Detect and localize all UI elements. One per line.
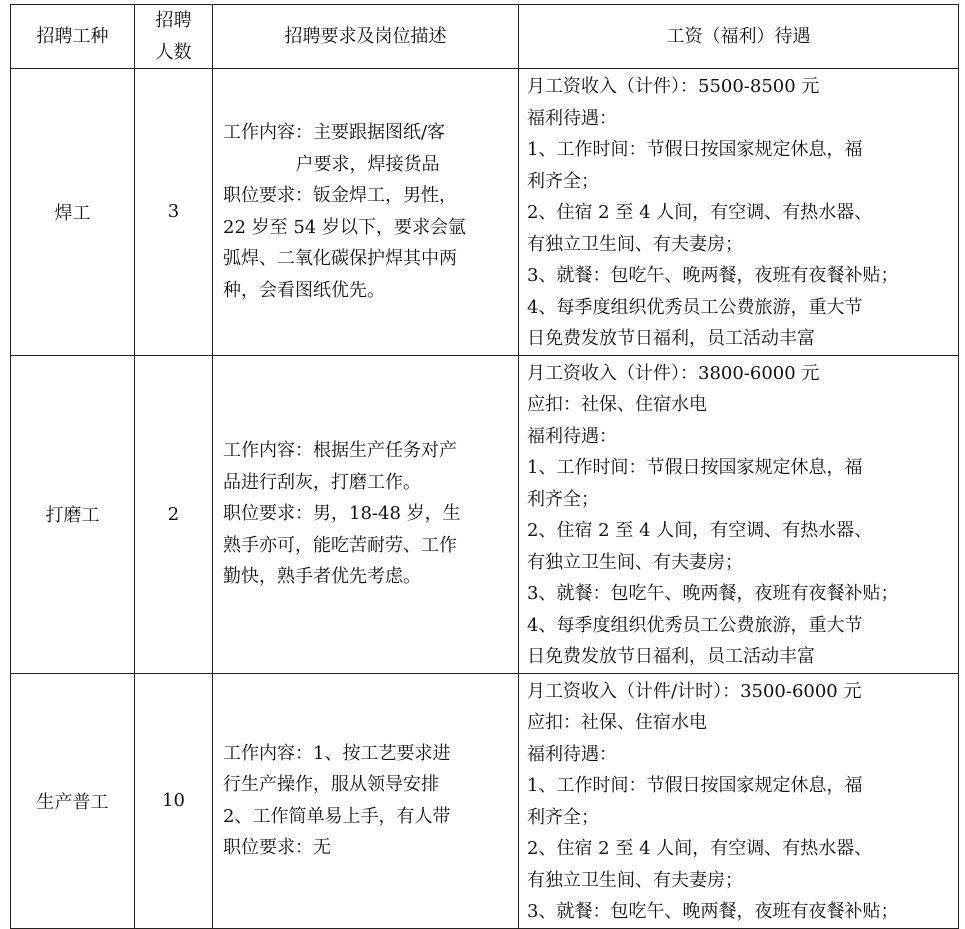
description-line: 户要求，焊接货品 bbox=[295, 153, 440, 175]
description-line: 职位要求：钣金焊工，男性， bbox=[223, 185, 457, 207]
description-line: 弧焊、二氧化碳保护焊其中两 bbox=[223, 248, 457, 270]
salary-line: 有独立卫生间、有夫妻房； bbox=[527, 233, 743, 255]
salary-line: 福利待遇： bbox=[527, 743, 617, 765]
description-line: 种，会看图纸优先。 bbox=[223, 279, 385, 301]
salary-line: 福利待遇： bbox=[527, 107, 617, 129]
salary-line: 月工资收入（计件）：3800-6000 元 bbox=[527, 362, 820, 384]
salary-line: 日免费发放节日福利，员工活动丰富 bbox=[527, 328, 815, 349]
count-cell: 10 bbox=[135, 673, 213, 928]
salary-line: 4、每季度组织优秀员工公费旅游，重大节 bbox=[527, 614, 863, 636]
job-type-cell: 生产普工 bbox=[11, 673, 135, 928]
description-line: 职位要求：男，18-48 岁，生 bbox=[223, 503, 461, 525]
salary-line: 2、住宿 2 至 4 人间，有空调、有热水器、 bbox=[527, 202, 873, 223]
description-line: 工作内容：1、按工艺要求进 bbox=[223, 742, 451, 764]
description-cell bbox=[213, 69, 519, 356]
salary-line: 利齐全； bbox=[527, 806, 599, 828]
description-line: 勤快，熟手者优先考虑。 bbox=[223, 566, 421, 588]
description-cell bbox=[213, 355, 519, 673]
header-count-line2: 人数 bbox=[155, 41, 192, 63]
salary-line: 日免费发放节日福利，员工活动丰富 bbox=[527, 646, 815, 667]
salary-line: 利齐全； bbox=[527, 170, 599, 192]
header-count bbox=[135, 5, 213, 69]
header-description: 招聘要求及岗位描述 bbox=[213, 5, 519, 69]
salary-line: 1、工作时间：节假日按国家规定休息，福 bbox=[527, 139, 863, 160]
job-type-cell: 焊工 bbox=[11, 69, 135, 356]
job-type-cell: 打磨工 bbox=[11, 355, 135, 673]
salary-line: 2、住宿 2 至 4 人间，有空调、有热水器、 bbox=[527, 838, 873, 859]
salary-line: 应扣：社保、住宿水电 bbox=[527, 394, 707, 415]
table-row-grinder bbox=[11, 355, 959, 673]
table-row-general-worker bbox=[11, 673, 959, 928]
salary-line: 2、住宿 2 至 4 人间，有空调、有热水器、 bbox=[527, 520, 873, 541]
description-line: 品进行刮灰，打磨工作。 bbox=[223, 471, 421, 493]
recruitment-table bbox=[10, 4, 959, 929]
table-row-welder bbox=[11, 69, 959, 356]
salary-line: 3、就餐：包吃午、晚两餐，夜班有夜餐补贴； bbox=[527, 901, 899, 922]
salary-line: 月工资收入（计件/计时）：3500-6000 元 bbox=[527, 680, 862, 702]
description-line: 22 岁至 54 岁以下，要求会氩 bbox=[223, 216, 466, 238]
salary-cell bbox=[519, 69, 959, 356]
salary-line: 4、每季度组织优秀员工公费旅游，重大节 bbox=[527, 296, 863, 318]
salary-cell bbox=[519, 673, 959, 928]
description-line: 2、工作简单易上手，有人带 bbox=[223, 805, 451, 827]
description-cell bbox=[213, 673, 519, 928]
header-count-line1: 招聘 bbox=[155, 10, 192, 31]
salary-line: 福利待遇： bbox=[527, 425, 617, 447]
salary-line: 3、就餐：包吃午、晚两餐，夜班有夜餐补贴； bbox=[527, 265, 899, 286]
count-cell: 2 bbox=[135, 355, 213, 673]
salary-cell bbox=[519, 355, 959, 673]
salary-line: 有独立卫生间、有夫妻房； bbox=[527, 551, 743, 573]
description-line: 行生产操作，服从领导安排 bbox=[223, 774, 439, 795]
salary-line: 月工资收入（计件）：5500-8500 元 bbox=[527, 76, 820, 97]
salary-line: 1、工作时间：节假日按国家规定休息，福 bbox=[527, 775, 863, 796]
description-line: 熟手亦可，能吃苦耐劳、工作 bbox=[223, 534, 457, 556]
description-line: 工作内容：根据生产任务对产 bbox=[223, 440, 457, 462]
salary-line: 3、就餐：包吃午、晚两餐，夜班有夜餐补贴； bbox=[527, 583, 899, 604]
count-cell: 3 bbox=[135, 69, 213, 356]
header-row bbox=[11, 5, 959, 69]
description-line: 职位要求：无 bbox=[223, 837, 331, 858]
description-line: 工作内容：主要跟据图纸/客 bbox=[223, 122, 446, 144]
salary-line: 有独立卫生间、有夫妻房； bbox=[527, 869, 743, 891]
salary-line: 应扣：社保、住宿水电 bbox=[527, 712, 707, 733]
header-salary: 工资（福利）待遇 bbox=[519, 5, 959, 69]
salary-line: 1、工作时间：节假日按国家规定休息，福 bbox=[527, 457, 863, 478]
header-job-type: 招聘工种 bbox=[11, 5, 135, 69]
salary-line: 利齐全； bbox=[527, 488, 599, 510]
